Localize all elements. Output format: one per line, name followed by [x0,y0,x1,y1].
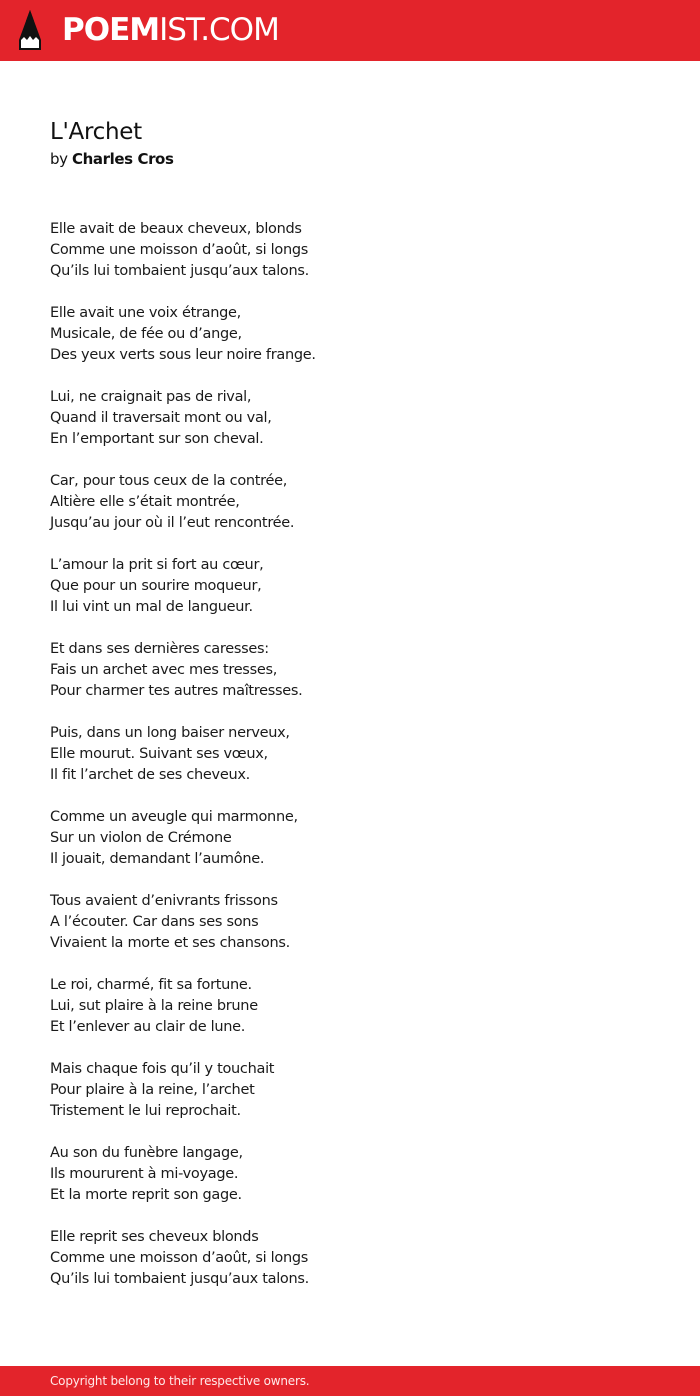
poem-line: A l’écouter. Car dans ses sons [50,914,259,930]
stanza [50,1059,650,1122]
stanza [50,555,650,618]
poem-line: Des yeux verts sous leur noire frange. [50,347,316,363]
poem-line: Mais chaque fois qu’il y touchait [50,1061,275,1077]
poem-line: Jusqu’au jour où il l’eut rencontrée. [50,515,295,531]
poem-line: Et l’enlever au clair de lune. [50,1019,246,1035]
poem-line: Musicale, de fée ou d’ange, [50,326,242,342]
poem-line: Comme un aveugle qui marmonne, [50,809,298,825]
poem-line: Lui, ne craignait pas de rival, [50,389,252,405]
poem-line: Elle avait de beaux cheveux, blonds [50,221,302,237]
poem-line: Comme une moisson d’août, si longs [50,1250,308,1266]
poem-line: Car, pour tous ceux de la contrée, [50,473,288,489]
poem-line: Elle reprit ses cheveux blonds [50,1229,259,1245]
poem-line: Qu’ils lui tombaient jusqu’aux talons. [50,263,309,279]
poem-line: Pour plaire à la reine, l’archet [50,1082,255,1098]
stanza [50,891,650,954]
poem-line: Vivaient la morte et ses chansons. [50,935,290,951]
site-footer [0,1366,700,1396]
poem-line: Tristement le lui reprochait. [50,1103,241,1119]
poem-body [50,219,650,1311]
poem-line: Elle mourut. Suivant ses vœux, [50,746,268,762]
stanza [50,1227,650,1290]
poem-line: Puis, dans un long baiser nerveux, [50,725,290,741]
site-logo[interactable] [62,11,279,49]
site-header [0,0,700,61]
poem-line: Elle avait une voix étrange, [50,305,241,321]
poem-line: Il jouait, demandant l’aumône. [50,851,265,867]
poem-title: L'Archet [50,119,142,145]
poem-line: Et la morte reprit son gage. [50,1187,242,1203]
poem-line: L’amour la prit si fort au cœur, [50,557,264,573]
logo-bold-text: POEM [62,12,160,48]
poem-line: Ils moururent à mi-voyage. [50,1166,239,1182]
poem-line: Quand il traversait mont ou val, [50,410,272,426]
poem-line: Sur un violon de Crémone [50,830,232,846]
stanza [50,639,650,702]
poem-line: Altière elle s’était montrée, [50,494,240,510]
poem-line: Le roi, charmé, fit sa fortune. [50,977,252,993]
stanza [50,219,650,282]
poem-line: Pour charmer tes autres maîtresses. [50,683,303,699]
poem-line: Lui, sut plaire à la reine brune [50,998,258,1014]
poem-line: Que pour un sourire moqueur, [50,578,262,594]
poem-line: Et dans ses dernières caresses: [50,641,269,657]
poem-line: En l’emportant sur son cheval. [50,431,264,447]
stanza [50,807,650,870]
stanza [50,471,650,534]
author-name: Charles Cros [71,150,174,168]
stanza [50,387,650,450]
pencil-icon[interactable] [18,9,42,51]
stanza [50,723,650,786]
poem-line: Il fit l’archet de ses cheveux. [50,767,250,783]
stanza [50,975,650,1038]
poem-line: Il lui vint un mal de langueur. [50,599,253,615]
poem-line: Comme une moisson d’août, si longs [50,242,308,258]
stanza [50,1143,650,1206]
logo-light-text: IST.COM [159,12,279,48]
poem-line: Au son du funèbre langage, [50,1145,243,1161]
by-label: by [50,150,68,168]
stanza [50,303,650,366]
byline [50,149,174,170]
copyright-text: Copyright belong to their respective owners. [50,1374,310,1388]
poem-line: Fais un archet avec mes tresses, [50,662,278,678]
poem-line: Tous avaient d’enivrants frissons [50,893,278,909]
poem-line: Qu’ils lui tombaient jusqu’aux talons. [50,1271,309,1287]
